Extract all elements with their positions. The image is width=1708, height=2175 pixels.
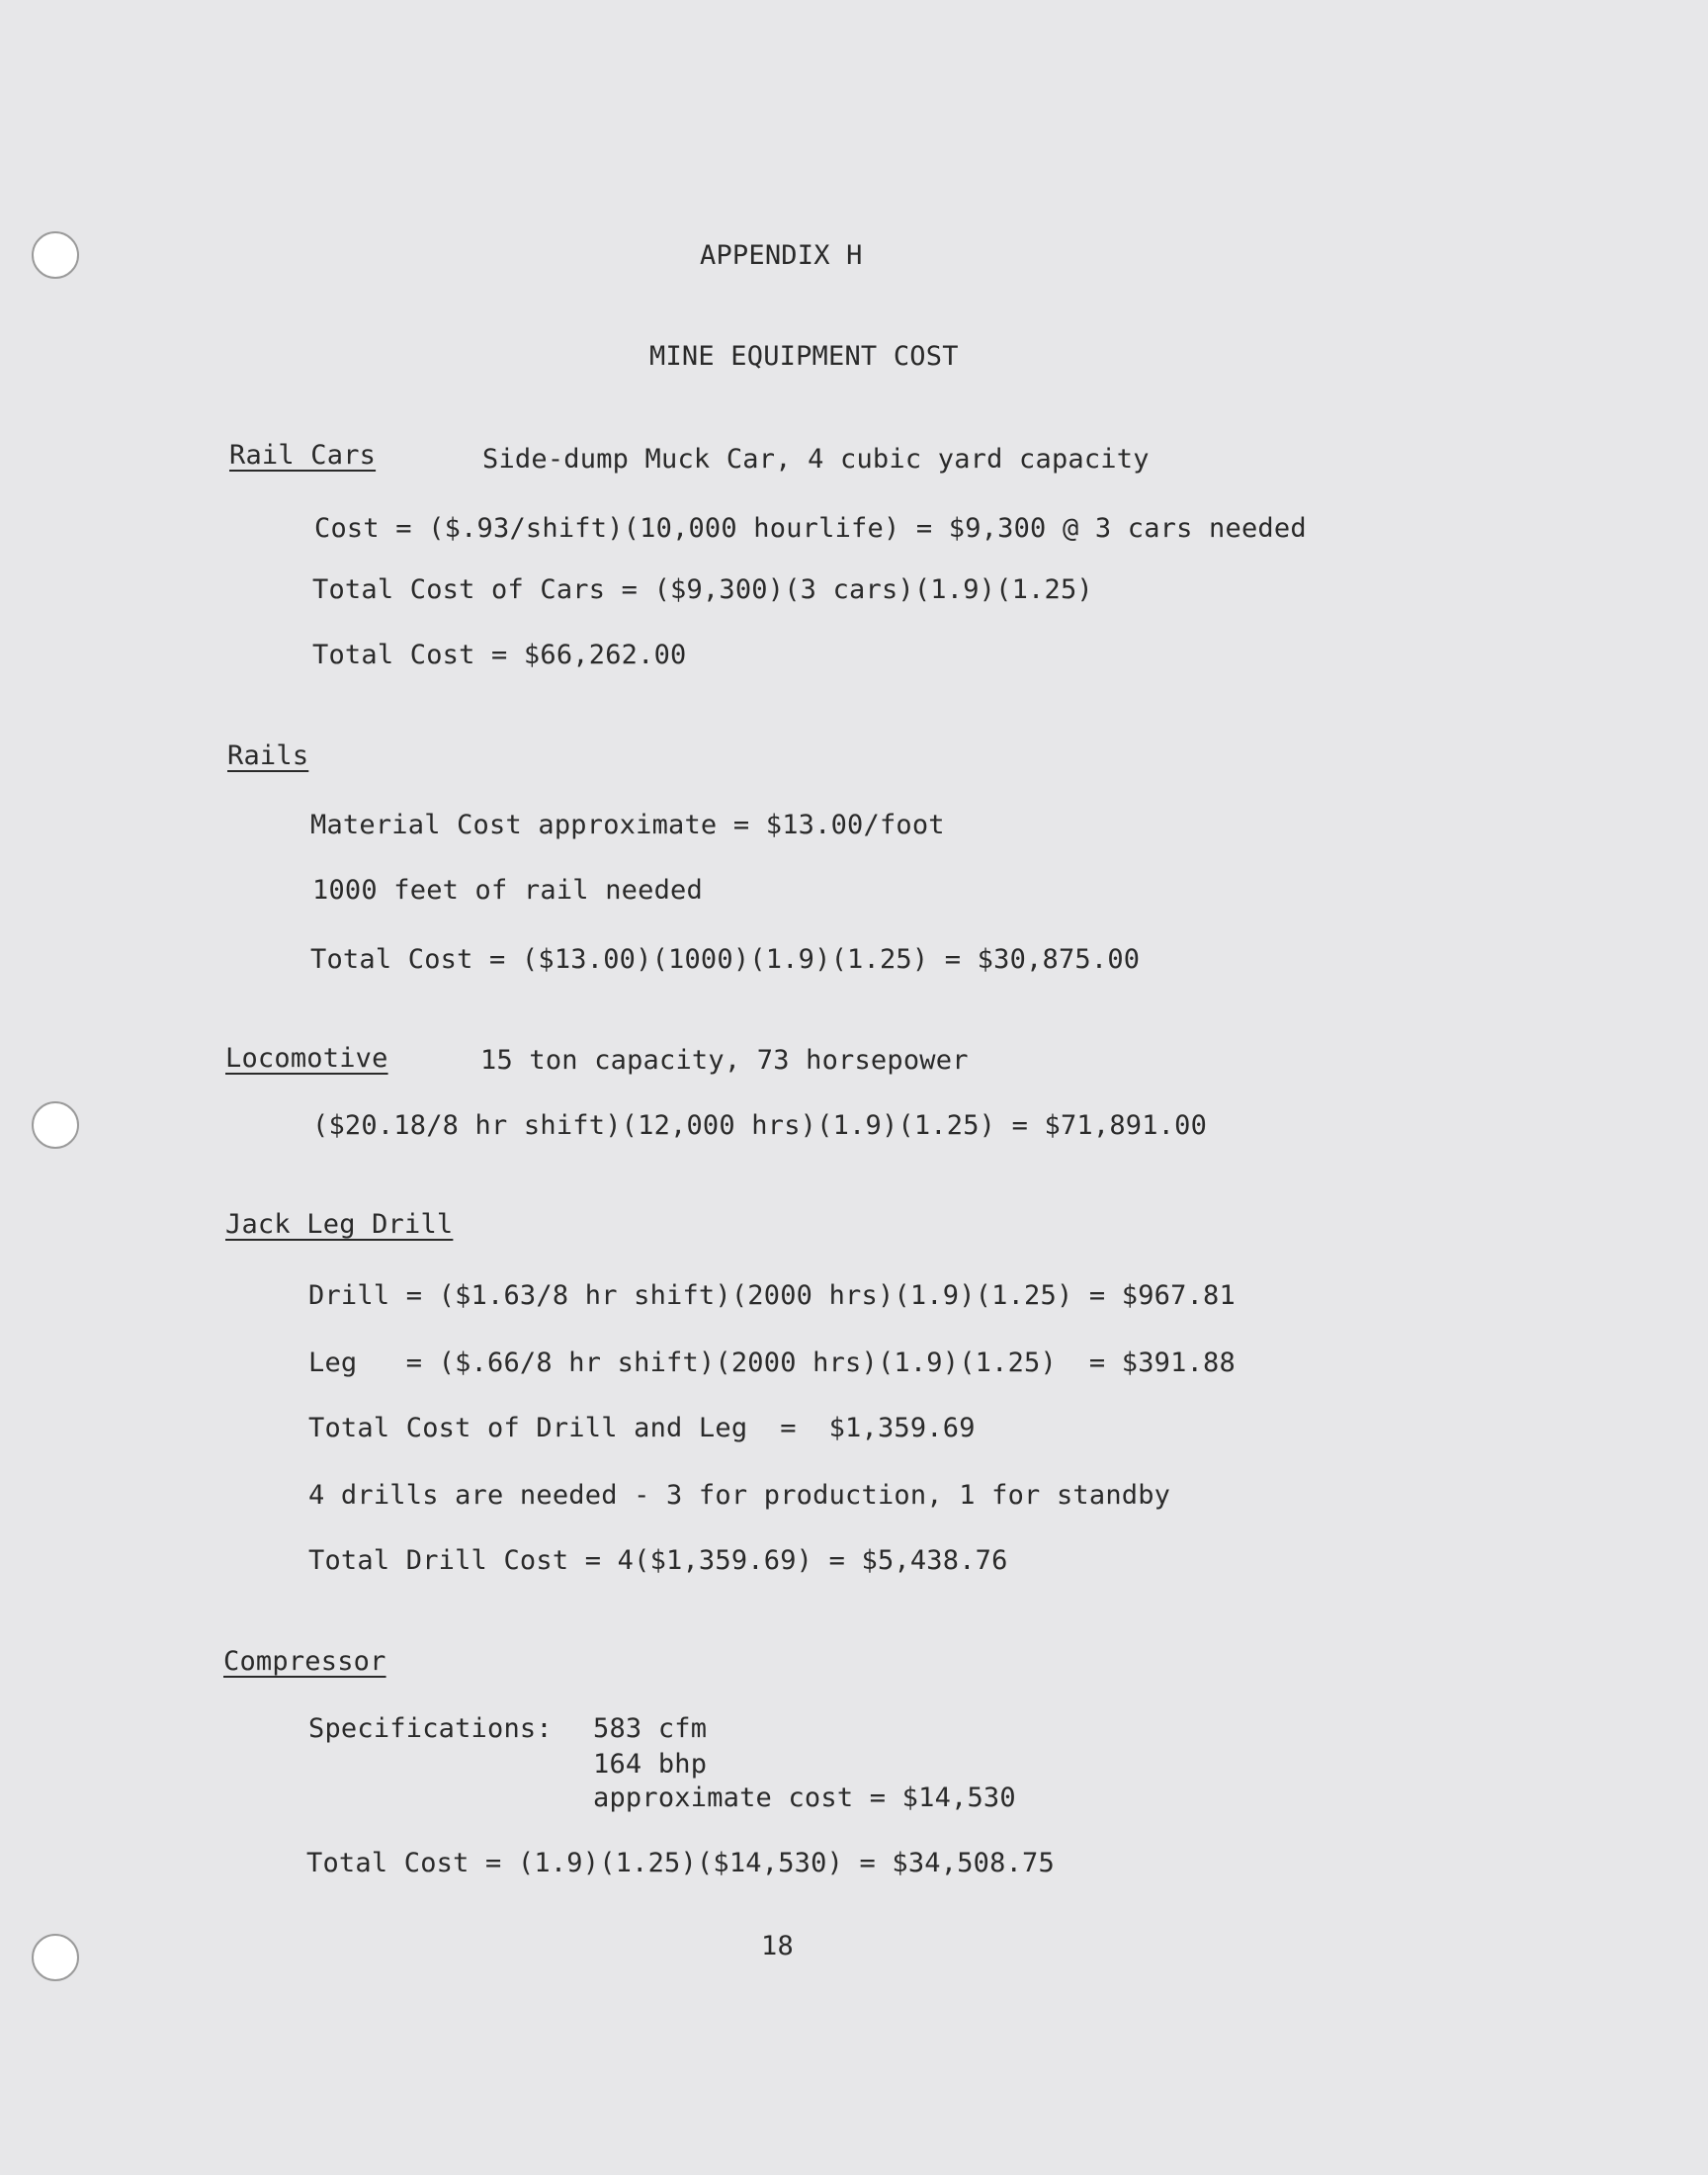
compressor-spec-bhp: 164 bhp bbox=[593, 1749, 708, 1780]
jack-leg-drill-heading: Jack Leg Drill bbox=[225, 1209, 454, 1240]
locomotive-cost-line: ($20.18/8 hr shift)(12,000 hrs)(1.9)(1.25) = $71,891.00 bbox=[312, 1110, 1208, 1141]
rails-total-cost: Total Cost = ($13.00)(1000)(1.9)(1.25) = $30,875.00 bbox=[310, 944, 1141, 975]
rail-cars-heading: Rail Cars bbox=[229, 440, 377, 471]
rail-cars-description: Side-dump Muck Car, 4 cubic yard capacity bbox=[482, 444, 1150, 475]
drill-and-leg-total: Total Cost of Drill and Leg = $1,359.69 bbox=[308, 1413, 976, 1443]
rails-material-cost: Material Cost approximate = $13.00/foot bbox=[310, 810, 945, 840]
locomotive-description: 15 ton capacity, 73 horsepower bbox=[480, 1045, 969, 1076]
rails-feet-needed: 1000 feet of rail needed bbox=[312, 875, 703, 906]
drill-cost-line: Drill = ($1.63/8 hr shift)(2000 hrs)(1.9)(1.25) = $967.81 bbox=[308, 1280, 1236, 1311]
rails-heading: Rails bbox=[227, 740, 309, 771]
rail-cars-total-cost: Total Cost = $66,262.00 bbox=[312, 640, 687, 670]
total-drill-cost: Total Drill Cost = 4($1,359.69) = $5,438.76 bbox=[308, 1545, 1008, 1576]
compressor-total-cost: Total Cost = (1.9)(1.25)($14,530) = $34,508.75 bbox=[306, 1848, 1055, 1878]
punch-hole-bottom bbox=[32, 1934, 79, 1981]
page-number: 18 bbox=[761, 1931, 794, 1961]
locomotive-heading: Locomotive bbox=[225, 1043, 388, 1074]
compressor-spec-cost: approximate cost = $14,530 bbox=[593, 1783, 1016, 1813]
leg-cost-line: Leg = ($.66/8 hr shift)(2000 hrs)(1.9)(1.25) = $391.88 bbox=[308, 1348, 1236, 1378]
section-subtitle: MINE EQUIPMENT COST bbox=[649, 341, 959, 372]
compressor-spec-cfm: 583 cfm bbox=[593, 1713, 708, 1744]
rail-cars-cost-line: Cost = ($.93/shift)(10,000 hourlife) = $9,300 @ 3 cars needed bbox=[314, 513, 1307, 544]
drills-needed-note: 4 drills are needed - 3 for production, 1 for standby bbox=[308, 1480, 1171, 1511]
compressor-spec-label: Specifications: bbox=[308, 1713, 553, 1744]
punch-hole-middle bbox=[32, 1101, 79, 1149]
appendix-title: APPENDIX H bbox=[700, 240, 863, 271]
compressor-heading: Compressor bbox=[223, 1646, 386, 1677]
rail-cars-total-cost-of-cars: Total Cost of Cars = ($9,300)(3 cars)(1.9)(1.25) bbox=[312, 574, 1093, 605]
punch-hole-top bbox=[32, 231, 79, 279]
